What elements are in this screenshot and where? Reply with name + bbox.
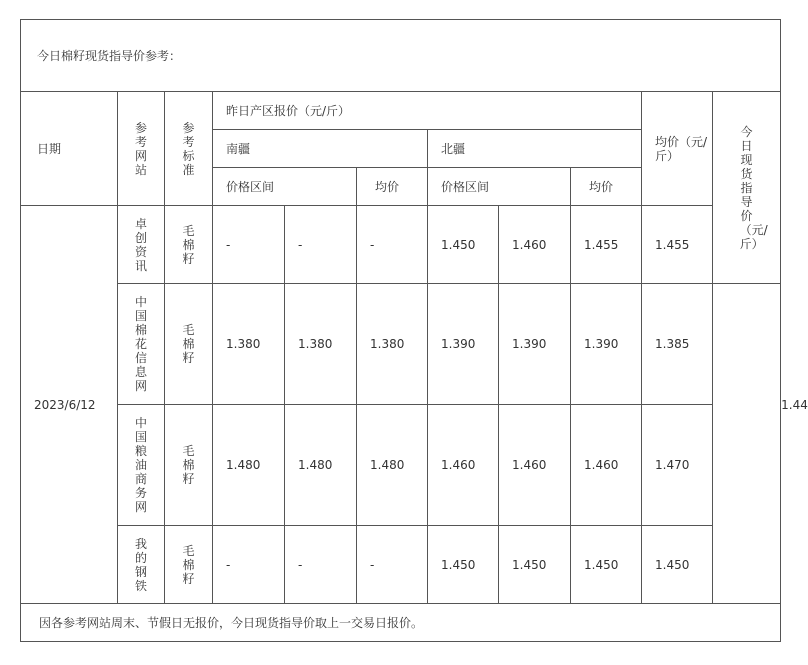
- avg-cell: 1.450: [642, 526, 713, 604]
- price-table: [20, 19, 808, 642]
- standard-cell: 毛棉籽: [165, 206, 213, 284]
- north-low-cell: 1.390: [428, 284, 499, 405]
- south-high-cell: 1.480: [285, 405, 357, 526]
- table-row: 2023/6/12 卓创资讯 毛棉籽 - - - 1.450 1.460 1.455 1.455 1.44: [21, 206, 781, 284]
- header-north-avg: 均价: [571, 168, 642, 206]
- avg-cell: 1.385: [642, 284, 713, 405]
- header-south-range: 价格区间: [213, 168, 357, 206]
- table-row: [21, 526, 781, 604]
- south-high-cell: -: [285, 206, 357, 284]
- header-yesterday: 昨日产区报价（元/斤）: [213, 92, 642, 130]
- south-avg-cell: -: [357, 206, 428, 284]
- table-title: 今日棉籽现货指导价参考：: [21, 20, 781, 92]
- south-low-cell: -: [213, 526, 285, 604]
- site-cell: 中国粮油商务网: [118, 405, 165, 526]
- header-row-1: [21, 92, 781, 130]
- table-row: [21, 284, 781, 405]
- site-cell: 卓创资讯: [118, 206, 165, 284]
- title-row: [21, 20, 781, 92]
- header-avg-price: 均价（元/斤）: [642, 92, 713, 206]
- header-south: 南疆: [213, 130, 428, 168]
- standard-cell: 毛棉籽: [165, 284, 213, 405]
- south-avg-cell: 1.380: [357, 284, 428, 405]
- south-avg-cell: -: [357, 526, 428, 604]
- north-avg-cell: 1.460: [571, 405, 642, 526]
- south-low-cell: -: [213, 206, 285, 284]
- table-row: [21, 405, 781, 526]
- header-guide: 今日现货指导价（元/斤）: [713, 92, 781, 284]
- note-row: [21, 604, 781, 642]
- header-north: 北疆: [428, 130, 642, 168]
- south-avg-cell: 1.480: [357, 405, 428, 526]
- north-low-cell: 1.460: [428, 405, 499, 526]
- north-high-cell: 1.460: [499, 206, 571, 284]
- north-low-cell: 1.450: [428, 206, 499, 284]
- avg-cell: 1.470: [642, 405, 713, 526]
- north-avg-cell: 1.455: [571, 206, 642, 284]
- north-avg-cell: 1.390: [571, 284, 642, 405]
- header-south-avg: 均价: [357, 168, 428, 206]
- south-low-cell: 1.380: [213, 284, 285, 405]
- table-note: 因各参考网站周末、节假日无报价，今日现货指导价取上一交易日报价。: [21, 604, 781, 642]
- south-high-cell: -: [285, 526, 357, 604]
- header-standard: 参考标准: [165, 92, 213, 206]
- price-table-container: [20, 19, 808, 642]
- north-high-cell: 1.460: [499, 405, 571, 526]
- north-high-cell: 1.450: [499, 526, 571, 604]
- south-high-cell: 1.380: [285, 284, 357, 405]
- site-cell: 我的钢铁: [118, 526, 165, 604]
- standard-cell: 毛棉籽: [165, 405, 213, 526]
- north-low-cell: 1.450: [428, 526, 499, 604]
- standard-cell: 毛棉籽: [165, 526, 213, 604]
- north-avg-cell: 1.450: [571, 526, 642, 604]
- avg-cell: 1.455: [642, 206, 713, 284]
- south-low-cell: 1.480: [213, 405, 285, 526]
- header-site: 参考网站: [118, 92, 165, 206]
- header-date: 日期: [21, 92, 118, 206]
- date-cell: 2023/6/12: [21, 206, 118, 604]
- site-cell: 中国棉花信息网: [118, 284, 165, 405]
- north-high-cell: 1.390: [499, 284, 571, 405]
- header-north-range: 价格区间: [428, 168, 571, 206]
